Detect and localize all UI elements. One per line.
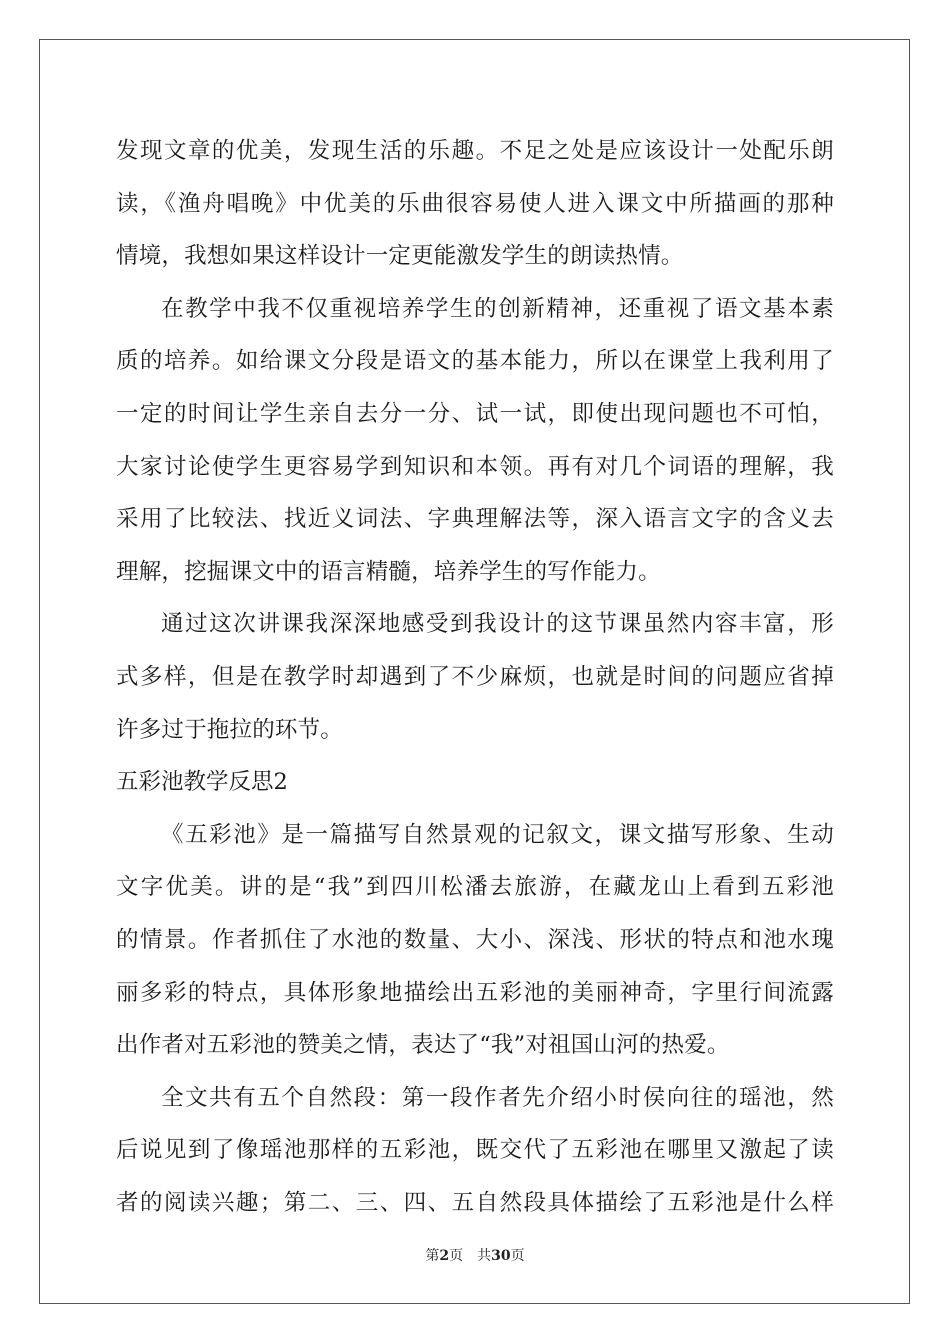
text-line: 通过这次讲课我深深地感受到我设计的这节课虽然内容丰富，形 (161, 611, 834, 638)
section-heading: 五彩池教学反思2 (116, 769, 288, 796)
text-line: 发现文章的优美，发现生活的乐趣。不足之处是应该设计一处配乐朗 (116, 138, 834, 164)
text-line: 在教学中我不仅重视培养学生的创新精神，还重视了语文基本素 (161, 295, 834, 322)
text-line: 式多样，但是在教学时却遇到了不少麻烦，也就是时间的问题应省掉 (116, 663, 834, 690)
text-line: 的情景。作者抓住了水池的数量、大小、深浅、形状的特点和池水瑰 (116, 926, 834, 953)
text-line: 《五彩池》是一篇描写自然景观的记叙文，课文描写形象、生动 (161, 821, 834, 848)
text-line: 者的阅读兴趣；第二、三、四、五自然段具体描绘了五彩池是什么样 (116, 1189, 834, 1216)
total-pages: 30 (491, 1248, 511, 1264)
document-body (116, 125, 834, 1229)
text-line: 后说见到了像瑶池那样的五彩池，既交代了五彩池在哪里又激起了读 (116, 1137, 834, 1164)
text-line: 一定的时间让学生亲自去分一分、试一试，即使出现问题也不可怕， (116, 400, 834, 427)
text-line: 大家讨论使学生更容易学到知识和本领。再有对几个词语的理解，我 (116, 453, 834, 480)
text-line: 许多过于拖拉的环节。 (116, 716, 344, 743)
text-line: 丽多彩的特点，具体形象地描绘出五彩池的美丽神奇，字里行间流露 (116, 979, 834, 1006)
page-unit: 页 (449, 1248, 464, 1264)
text-line: 质的培养。如给课文分段是语文的基本能力，所以在课堂上我利用了 (116, 348, 834, 375)
text-line: 理解，挖掘课文中的语言精髓，培养学生的写作能力。 (116, 558, 661, 585)
text-line: 文字优美。讲的是“我”到四川松潘去旅游，在藏龙山上看到五彩池 (116, 874, 834, 901)
page-number: 2 (439, 1248, 450, 1264)
total-prefix: 共 (477, 1248, 492, 1264)
page-prefix: 第 (425, 1248, 440, 1264)
page-footer (0, 1246, 950, 1266)
text-line: 情境，我想如果这样设计一定更能激发学生的朗读热情。 (116, 243, 684, 270)
text-line: 读，《渔舟唱晚》中优美的乐曲很容易使人进入课文中所描画的那种 (116, 190, 834, 217)
text-line: 出作者对五彩池的赞美之情，表达了“我”对祖国山河的热爱。 (116, 1032, 730, 1059)
text-line: 采用了比较法、找近义词法、字典理解法等，深入语言文字的含义去 (116, 506, 834, 533)
text-line: 全文共有五个自然段：第一段作者先介绍小时侯向往的瑶池，然 (161, 1084, 834, 1111)
total-unit: 页 (510, 1248, 525, 1264)
